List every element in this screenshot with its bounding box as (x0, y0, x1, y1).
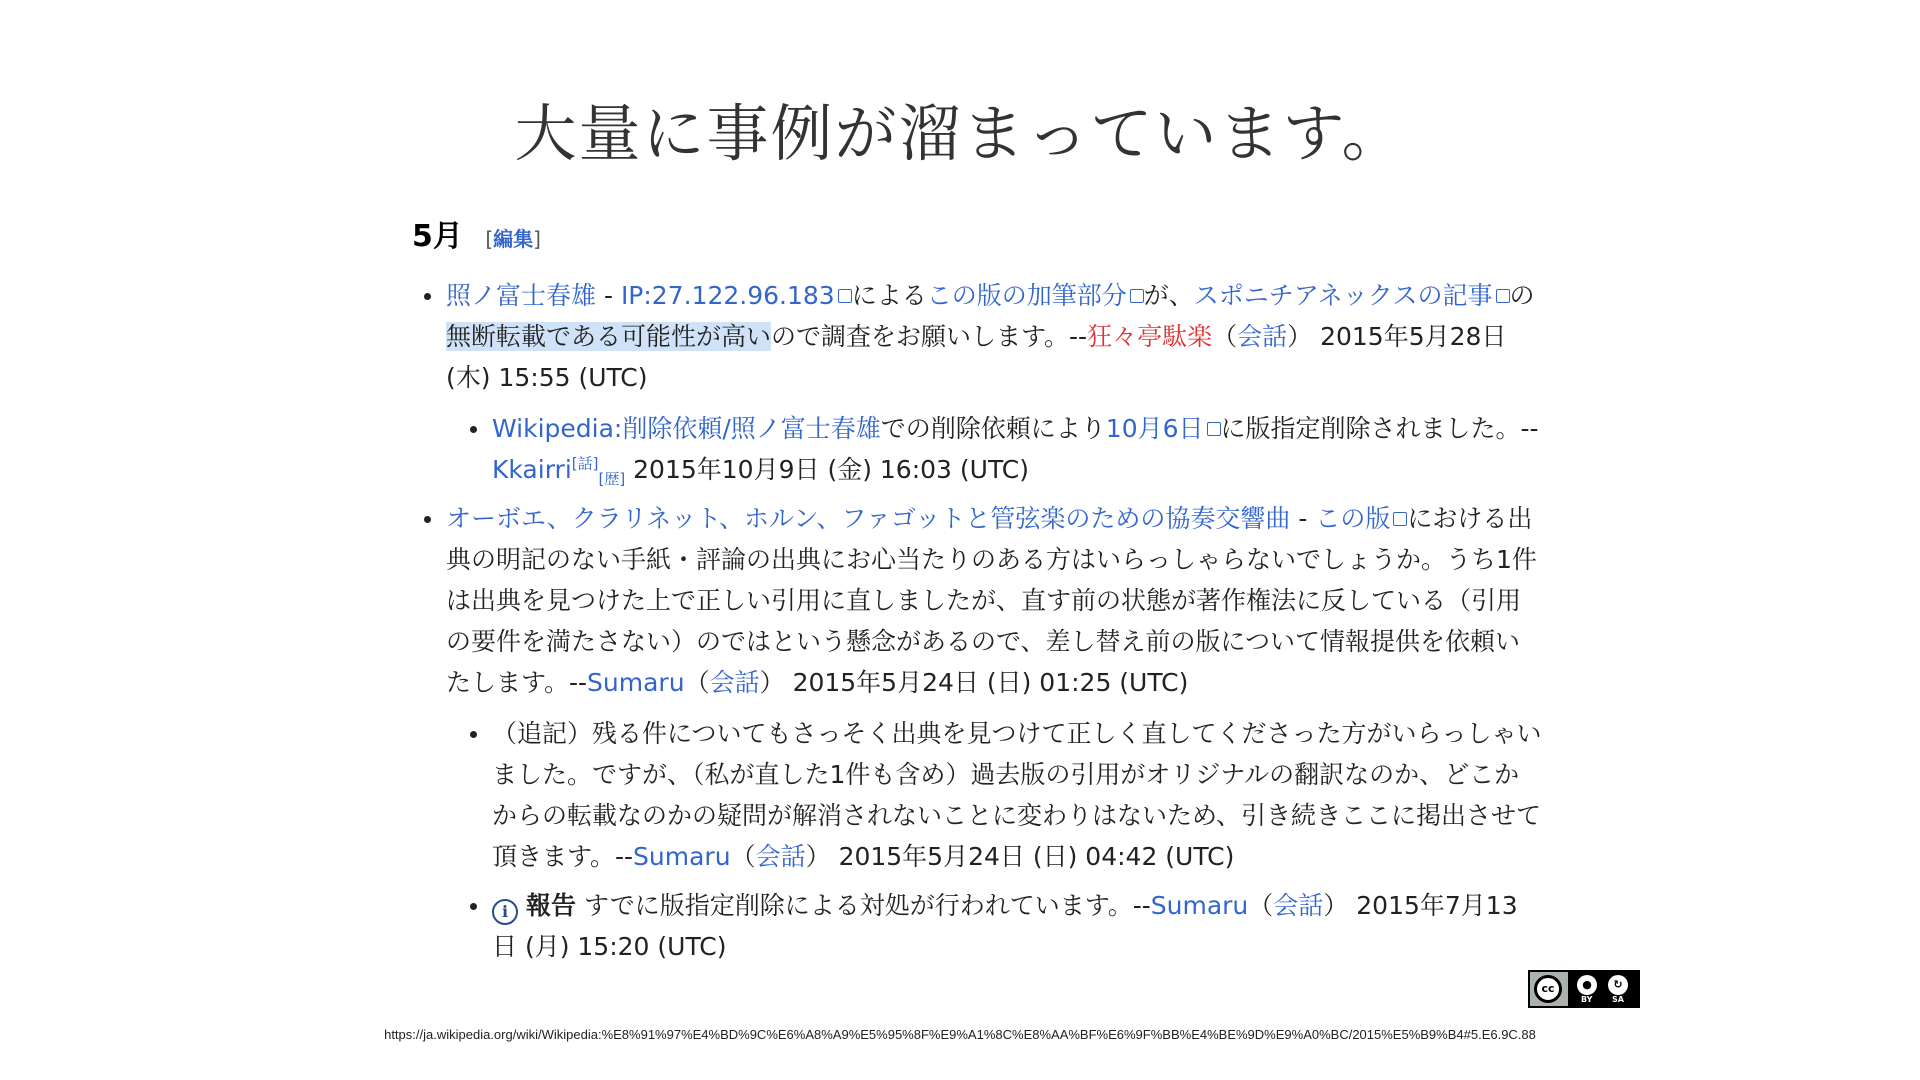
deletion-page-link[interactable]: Wikipedia:削除依頼/照ノ富士春雄 (492, 414, 881, 443)
talk-link[interactable]: 会話 (709, 668, 760, 697)
section-edit (485, 227, 541, 251)
text: すでに版指定削除による対処が行われています。-- (583, 891, 1151, 920)
text: による (851, 281, 927, 310)
talk-link[interactable]: 会話 (1237, 322, 1288, 351)
edit-bracket-close: ] (533, 227, 541, 251)
date-link[interactable]: 10月6日 (1106, 414, 1221, 443)
talk-link[interactable]: 会話 (1273, 891, 1324, 920)
separator: - (596, 281, 621, 310)
request-list (412, 275, 1542, 967)
text: における出典の明記のない手紙・評論の出典にお心当たりのある方はいらっしゃらないでしょうか。うち1件は出典を見つけた上で正しい引用に直しましたが、直す前の状態が著作権法に反している（引用の要件を満たさない）のではという懸念があるので、差し替え前の版について情報提供を依頼いたします。-- (446, 504, 1537, 697)
ip-link[interactable]: IP:27.122.96.183 (621, 281, 852, 310)
edit-link[interactable]: 編集 (493, 227, 534, 251)
timestamp: 2015年5月24日 (日) 04:42 (UTC) (838, 842, 1235, 871)
sa-label: SA (1612, 995, 1624, 1004)
paren: ） (805, 842, 831, 871)
slide-title: 大量に事例が溜まっています。 (514, 97, 1406, 170)
talk-link[interactable]: [話] (571, 454, 599, 473)
paren: （ (684, 668, 710, 697)
talk-link[interactable]: 会話 (755, 842, 806, 871)
report-label: 報告 (526, 891, 577, 920)
article-link[interactable]: オーボエ、クラリネット、ホルン、ファゴットと管弦楽のための協奏交響曲 (446, 504, 1291, 533)
text: での削除依頼により (880, 414, 1106, 443)
timestamp: 2015年7月13日 (月) 15:20 (UTC) (492, 891, 1518, 961)
license-panel (1568, 972, 1638, 1006)
text: （追記）残る件についてもさっそく出典を見つけて正しく直してくださった方がいらっしゃいました。ですが、（私が直した1件も含め）過去版の引用がオリジナルの翻訳なのか、どこかからの転載なのかの疑問が解消されないことに変わりはないため、引き続きここに掲出させて頂きます。-- (492, 719, 1542, 871)
paren: ） (1323, 891, 1349, 920)
edit-bracket-open: [ (485, 227, 494, 251)
share-alike-icon: ↻ (1608, 975, 1628, 995)
user-link[interactable]: Kkairri (492, 455, 572, 484)
paren: （ (1248, 891, 1274, 920)
separator: - (1290, 504, 1316, 533)
user-link[interactable]: 狂々亭駄楽 (1087, 322, 1213, 351)
text: が、 (1143, 281, 1194, 310)
list-item (458, 408, 1542, 490)
section-title: 5月 (412, 219, 463, 254)
user-link[interactable]: Sumaru (1150, 891, 1249, 920)
attribution-icon: ● (1577, 975, 1597, 995)
diff-link[interactable]: この版 (1315, 504, 1407, 533)
user-link[interactable]: Sumaru (633, 842, 731, 871)
text: ので調査をお願いします。-- (771, 322, 1088, 351)
timestamp: 2015年5月24日 (日) 01:25 (UTC) (792, 668, 1189, 697)
list-item (458, 885, 1542, 967)
source-link[interactable]: スポニチアネックスの記事 (1194, 281, 1510, 310)
info-icon: i (492, 899, 518, 925)
text: に版指定削除されました。-- (1220, 414, 1539, 443)
article-link[interactable]: 照ノ富士春雄 (446, 281, 597, 310)
wiki-excerpt (412, 215, 1542, 975)
selected-text: 無断転載である可能性が高い (446, 322, 772, 351)
history-link[interactable]: [歴] (598, 470, 626, 488)
source-url: https://ja.wikipedia.org/wiki/Wikipedia:%E8%91%97%E4%BD%9C%E6%A8%A9%E5%95%8F%E9%A1%8C%E8%AA%BF%E6%9F%BB%E4%BE%9D%E9%A0%BC/2015%E5%B9%B4#5.E6.9C.88 (384, 1027, 1536, 1042)
list-item (412, 275, 1542, 398)
paren: （ (730, 842, 756, 871)
user-link[interactable]: Sumaru (587, 668, 685, 697)
list-item (412, 498, 1542, 703)
paren: （ (1212, 322, 1238, 351)
list-item (458, 713, 1542, 877)
by-label: BY (1581, 995, 1593, 1004)
cc-icon: cc (1534, 975, 1562, 1003)
timestamp: 2015年5月28日 (木) 15:55 (UTC) (446, 322, 1507, 392)
timestamp: 2015年10月9日 (金) 16:03 (UTC) (633, 455, 1029, 484)
text: の (1509, 281, 1535, 310)
diff-link[interactable]: この版の加筆部分 (927, 281, 1144, 310)
paren: ） (1287, 322, 1313, 351)
paren: ） (759, 668, 785, 697)
section-heading (412, 215, 1542, 261)
cc-by-sa-badge (1528, 970, 1640, 1008)
